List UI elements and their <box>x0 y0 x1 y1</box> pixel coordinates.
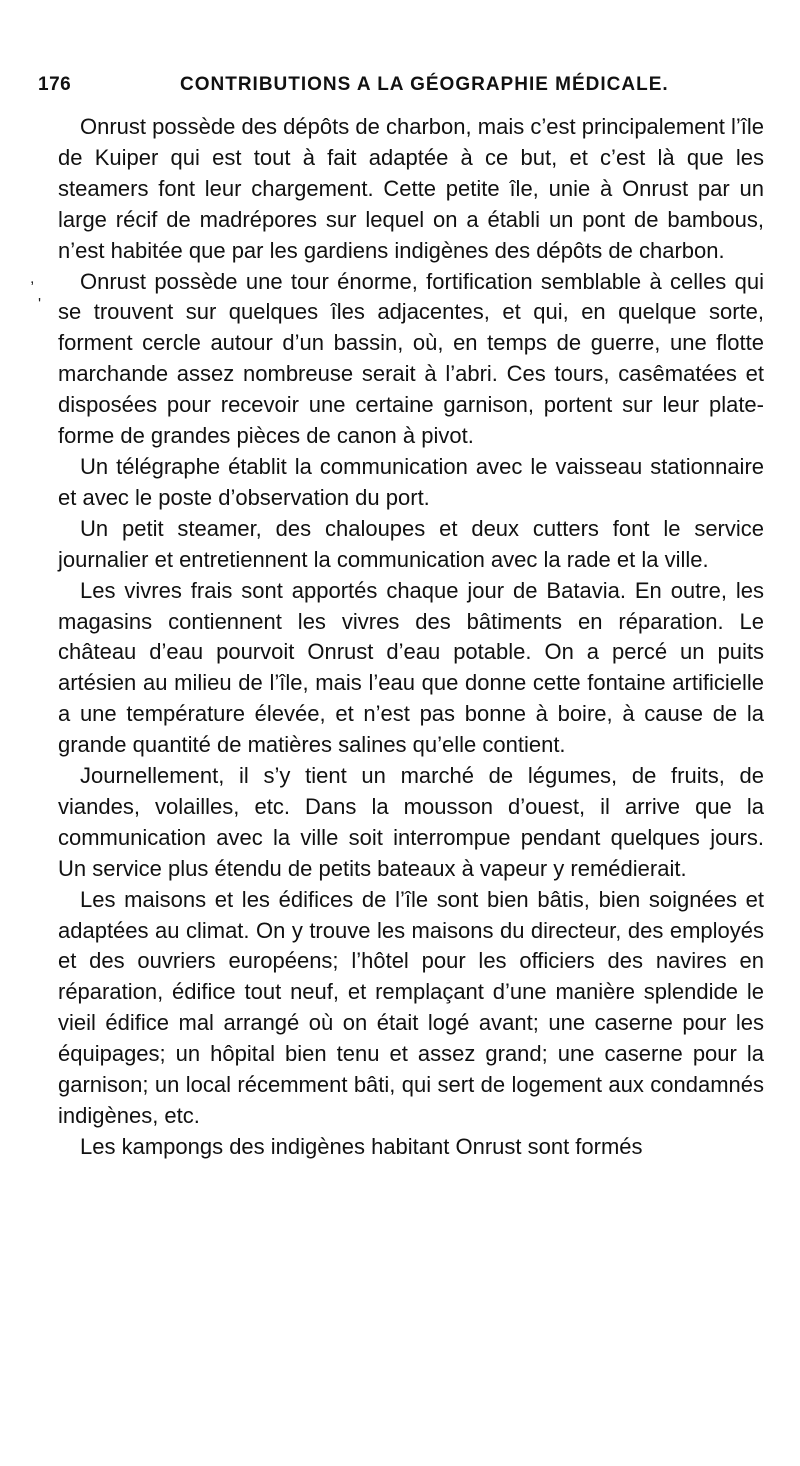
margin-mark-comma: , <box>30 270 35 287</box>
paragraph: Les vivres frais sont apportés chaque jour de Batavia. En outre, les magasins contiennent les vivres des bâtiments en réparation. Le château d’eau pourvoit Onrust d’eau potable. On a percé un puits artésien au milieu de l’île, mais l’eau que donne cette fontaine artificielle a une température élevée, et n’est pas bonne à boire, à cause de la grande quantité de matières salines qu’elle contient. <box>58 577 764 758</box>
paragraph: Onrust possède une tour énorme, fortification semblable à celles qui se trouvent sur quelques îles adjacentes, et qui, en quelque sorte, forment cercle autour d’un bassin, où, en temps de guerre, une flotte marchande assez nombreuse serait à l’abri. Ces tours, casêmatées et disposées pour recevoir une certaine garnison, portent sur leur plate-forme de grandes pièces de canon à pivot. <box>58 268 764 449</box>
page-number: 176 <box>38 74 72 95</box>
paragraph: Un télégraphe établit la communication avec le vaisseau stationnaire et avec le poste d’observation du port. <box>58 453 764 510</box>
margin-mark-apostrophe: ' <box>38 296 42 313</box>
body-text <box>58 112 764 1163</box>
running-title: CONTRIBUTIONS A LA GÉOGRAPHIE MÉDICALE. <box>180 74 669 95</box>
paragraph-last: Les kampongs des indigènes habitant Onrust sont formés <box>80 1133 643 1159</box>
paragraph: Journellement, il s’y tient un marché de légumes, de fruits, de viandes, volailles, etc. Dans la mousson d’ouest, il arrive que la communication avec la ville soit interrompue pendant quelques jours. Un service plus étendu de petits bateaux à vapeur y remédierait. <box>58 763 764 881</box>
paragraph: Un petit steamer, des chaloupes et deux cutters font le service journalier et entretiennent la communication avec la rade et la ville. <box>58 515 764 572</box>
paragraph: Onrust possède des dépôts de charbon, mais c’est principalement l’île de Kuiper qui est tout à fait adaptée à ce but, et c’est là que les steamers font leur chargement. Cette petite île, unie à Onrust par un large récif de madrépores sur lequel on a établi un pont de bambous, n’est habitée que par les gardiens indigènes des dépôts de charbon. <box>58 114 764 263</box>
paragraph: Les maisons et les édifices de l’île sont bien bâtis, bien soignées et adaptées au climat. On y trouve les maisons du directeur, des employés et des ouvriers européens; l’hôtel pour les officiers des navires en réparation, édifice tout neuf, et remplaçant d’une manière splendide le vieil édifice mal arrangé où on était logé avant; une caserne pour les équipages; un hôpital bien tenu et assez grand; une caserne pour la garnison; un local récemment bâti, qui sert de logement aux condamnés indigènes, etc. <box>58 886 764 1128</box>
running-head <box>38 68 768 102</box>
